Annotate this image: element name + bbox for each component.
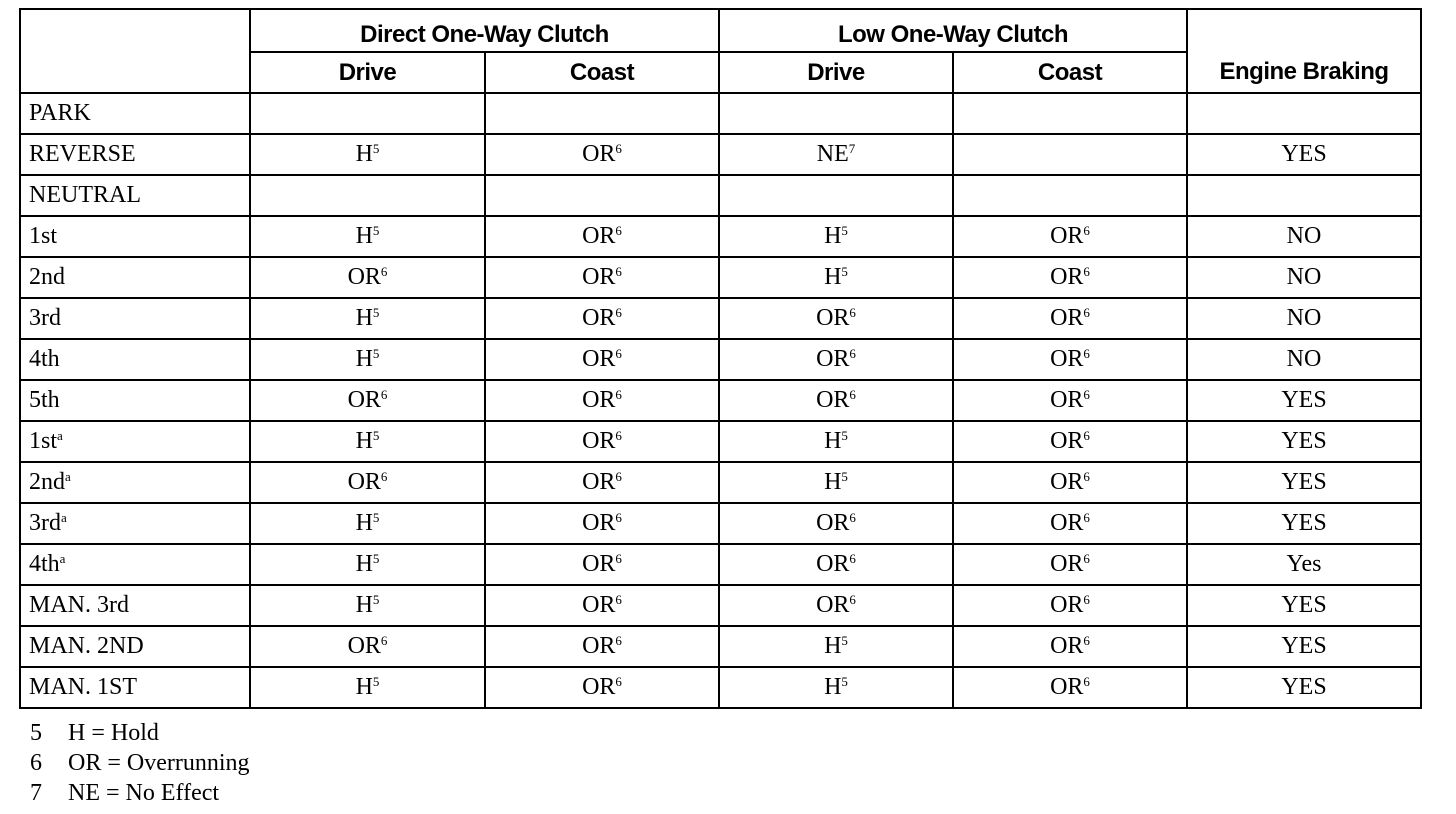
cell-footnote: 5 — [372, 305, 380, 320]
direct-coast-cell — [485, 339, 719, 380]
cell-footnote: 6 — [849, 387, 856, 402]
cell-footnote: 6 — [1083, 510, 1090, 525]
direct-coast-cell — [485, 93, 719, 134]
direct-coast-cell — [485, 544, 719, 585]
row-label-text: MAN. 2ND — [29, 633, 144, 659]
cell-footnote: 6 — [615, 633, 622, 648]
row-label — [20, 626, 250, 667]
legend-text: OR = Overrunning — [68, 750, 250, 776]
cell-value: OR — [582, 305, 616, 331]
direct-coast-cell — [485, 257, 719, 298]
cell-value: H — [355, 305, 373, 331]
direct-drive-cell — [250, 175, 485, 216]
engine-braking-cell: YES — [1187, 503, 1421, 544]
cell-footnote: 6 — [615, 264, 622, 279]
engine-braking-cell: YES — [1187, 626, 1421, 667]
low-drive-cell — [719, 175, 953, 216]
table-row — [20, 93, 1421, 134]
direct-drive-cell — [250, 667, 485, 708]
cell-value: OR — [1050, 346, 1084, 372]
engine-braking-header: Engine Braking — [1187, 9, 1421, 93]
cell-value: OR — [1050, 305, 1084, 331]
cell-value: OR — [582, 551, 616, 577]
low-drive-cell — [719, 626, 953, 667]
engine-braking-cell — [1187, 175, 1421, 216]
cell-footnote: 6 — [615, 551, 622, 566]
cell-footnote: 6 — [615, 223, 622, 238]
cell-value: OR — [347, 387, 381, 413]
direct-drive-cell — [250, 503, 485, 544]
cell-footnote: 6 — [1083, 264, 1090, 279]
row-label — [20, 339, 250, 380]
cell-footnote: 6 — [615, 469, 622, 484]
low-drive-cell — [719, 93, 953, 134]
low-drive-header: Drive — [719, 52, 953, 93]
cell-footnote: 6 — [1083, 674, 1090, 689]
cell-footnote: 6 — [615, 305, 622, 320]
cell-footnote: 7 — [848, 141, 856, 156]
low-coast-cell — [953, 544, 1187, 585]
low-drive-cell — [719, 667, 953, 708]
cell-footnote: 6 — [1083, 428, 1090, 443]
direct-coast-cell — [485, 175, 719, 216]
cell-value: H — [355, 428, 373, 454]
direct-coast-cell — [485, 585, 719, 626]
direct-drive-cell — [250, 421, 485, 462]
low-drive-cell — [719, 216, 953, 257]
low-coast-cell — [953, 298, 1187, 339]
legend-item — [30, 748, 250, 778]
cell-value: OR — [582, 428, 616, 454]
cell-footnote: 5 — [841, 469, 848, 484]
row-label-text: NEUTRAL — [29, 182, 141, 208]
cell-value: OR — [1050, 387, 1084, 413]
table-row — [20, 257, 1421, 298]
cell-footnote: 6 — [1083, 223, 1090, 238]
row-label — [20, 421, 250, 462]
cell-value: OR — [582, 510, 616, 536]
cell-footnote: 6 — [1083, 469, 1090, 484]
direct-drive-cell — [250, 93, 485, 134]
cell-value: OR — [347, 633, 381, 659]
legend-item — [30, 718, 250, 748]
cell-value: OR — [582, 141, 616, 167]
low-drive-cell — [719, 298, 953, 339]
row-label-text: 3rd — [29, 510, 61, 536]
row-label — [20, 667, 250, 708]
cell-footnote: 5 — [372, 428, 380, 443]
engine-braking-cell — [1187, 93, 1421, 134]
cell-footnote: 5 — [372, 346, 380, 361]
cell-value: OR — [816, 592, 850, 618]
cell-footnote: 6 — [1083, 387, 1090, 402]
row-label — [20, 585, 250, 626]
low-coast-cell — [953, 462, 1187, 503]
legend-number: 6 — [30, 750, 42, 776]
table-row — [20, 626, 1421, 667]
engine-braking-cell: YES — [1187, 667, 1421, 708]
cell-footnote: 6 — [1083, 551, 1090, 566]
cell-footnote: 6 — [849, 551, 856, 566]
direct-coast-cell — [485, 134, 719, 175]
low-drive-cell — [719, 134, 953, 175]
row-label-text: 2nd — [29, 264, 65, 290]
direct-coast-cell — [485, 667, 719, 708]
cell-footnote: 5 — [841, 633, 848, 648]
engine-braking-cell: NO — [1187, 298, 1421, 339]
cell-footnote: 5 — [841, 223, 848, 238]
direct-coast-cell — [485, 462, 719, 503]
cell-value: OR — [1050, 264, 1084, 290]
cell-value: OR — [347, 264, 381, 290]
engine-braking-cell: NO — [1187, 339, 1421, 380]
legend-text: NE = No Effect — [68, 780, 220, 806]
cell-value: H — [355, 346, 373, 372]
row-label — [20, 175, 250, 216]
cell-value: H — [824, 264, 842, 290]
table-row — [20, 175, 1421, 216]
cell-value: NE — [816, 141, 849, 167]
low-coast-cell — [953, 134, 1187, 175]
row-label-text: MAN. 3rd — [29, 592, 129, 618]
cell-footnote: 6 — [849, 592, 856, 607]
cell-value: OR — [582, 346, 616, 372]
direct-drive-cell — [250, 134, 485, 175]
row-label-text: 4th — [29, 551, 60, 577]
cell-value: OR — [582, 592, 616, 618]
engine-braking-cell: Yes — [1187, 544, 1421, 585]
cell-value: H — [355, 510, 373, 536]
engine-braking-cell: NO — [1187, 257, 1421, 298]
low-coast-cell — [953, 626, 1187, 667]
cell-footnote: 6 — [849, 305, 856, 320]
cell-value: OR — [1050, 551, 1084, 577]
low-coast-cell — [953, 175, 1187, 216]
direct-coast-cell — [485, 503, 719, 544]
cell-footnote: 6 — [380, 264, 388, 279]
row-label — [20, 462, 250, 503]
cell-value: H — [824, 223, 842, 249]
legend-text: H = Hold — [68, 720, 159, 746]
row-label-footnote: a — [61, 510, 67, 525]
direct-drive-cell — [250, 380, 485, 421]
table-row — [20, 339, 1421, 380]
low-clutch-header: Low One-Way Clutch — [719, 9, 1187, 52]
legend — [30, 718, 250, 808]
row-label-text: PARK — [29, 100, 91, 126]
row-label-text: 3rd — [29, 305, 61, 331]
cell-value: H — [824, 633, 842, 659]
direct-drive-cell — [250, 339, 485, 380]
row-label-footnote: a — [59, 551, 66, 566]
engine-braking-cell: YES — [1187, 134, 1421, 175]
cell-value: OR — [816, 387, 850, 413]
cell-footnote: 5 — [841, 674, 848, 689]
row-label-text: REVERSE — [29, 141, 136, 167]
cell-footnote: 6 — [615, 592, 622, 607]
cell-footnote: 6 — [615, 346, 622, 361]
low-coast-header: Coast — [953, 52, 1187, 93]
legend-number: 5 — [30, 720, 42, 746]
direct-drive-cell — [250, 216, 485, 257]
row-label — [20, 93, 250, 134]
cell-value: OR — [1050, 469, 1084, 495]
cell-footnote: 5 — [372, 141, 380, 156]
low-coast-cell — [953, 93, 1187, 134]
cell-value: H — [824, 674, 842, 700]
cell-value: OR — [582, 264, 616, 290]
clutch-table — [19, 8, 1422, 709]
cell-value: H — [355, 223, 373, 249]
direct-drive-cell — [250, 585, 485, 626]
cell-footnote: 5 — [372, 592, 380, 607]
direct-coast-header: Coast — [485, 52, 719, 93]
low-coast-cell — [953, 585, 1187, 626]
cell-value: OR — [347, 469, 381, 495]
cell-value: OR — [1050, 674, 1084, 700]
cell-value: OR — [816, 346, 850, 372]
low-coast-cell — [953, 380, 1187, 421]
row-label — [20, 216, 250, 257]
table-row — [20, 585, 1421, 626]
direct-drive-cell — [250, 298, 485, 339]
low-coast-cell — [953, 667, 1187, 708]
low-drive-cell — [719, 503, 953, 544]
cell-footnote: 5 — [372, 551, 380, 566]
direct-coast-cell — [485, 421, 719, 462]
row-label — [20, 380, 250, 421]
cell-footnote: 6 — [380, 469, 388, 484]
cell-value: H — [355, 674, 373, 700]
table-row — [20, 462, 1421, 503]
low-coast-cell — [953, 421, 1187, 462]
cell-value: OR — [1050, 223, 1084, 249]
legend-item — [30, 778, 250, 808]
cell-footnote: 6 — [615, 428, 622, 443]
table-row — [20, 380, 1421, 421]
legend-number: 7 — [30, 780, 42, 806]
row-label-footnote: a — [57, 428, 63, 443]
low-drive-cell — [719, 462, 953, 503]
cell-value: OR — [582, 633, 616, 659]
cell-value: OR — [816, 305, 850, 331]
direct-drive-header: Drive — [250, 52, 485, 93]
cell-footnote: 5 — [841, 428, 848, 443]
table-row — [20, 421, 1421, 462]
cell-footnote: 5 — [841, 264, 848, 279]
cell-value: H — [824, 469, 842, 495]
cell-value: OR — [582, 469, 616, 495]
cell-footnote: 6 — [380, 387, 388, 402]
direct-clutch-header: Direct One-Way Clutch — [250, 9, 719, 52]
engine-braking-cell: YES — [1187, 462, 1421, 503]
table-row — [20, 134, 1421, 175]
direct-coast-cell — [485, 380, 719, 421]
row-label-text: 1st — [29, 223, 58, 249]
row-label-text: 2nd — [29, 469, 65, 495]
row-label-text: 1st — [29, 428, 58, 454]
low-drive-cell — [719, 339, 953, 380]
table-row — [20, 216, 1421, 257]
cell-value: OR — [1050, 633, 1084, 659]
cell-footnote: 6 — [615, 510, 622, 525]
cell-value: OR — [1050, 510, 1084, 536]
direct-drive-cell — [250, 257, 485, 298]
table-row — [20, 298, 1421, 339]
engine-braking-cell: NO — [1187, 216, 1421, 257]
cell-value: OR — [1050, 428, 1084, 454]
cell-value: OR — [816, 510, 850, 536]
cell-footnote: 5 — [372, 223, 380, 238]
row-label-text: 4th — [29, 346, 60, 372]
row-label-footnote: a — [65, 469, 71, 484]
table-row — [20, 503, 1421, 544]
cell-value: OR — [816, 551, 850, 577]
direct-drive-cell — [250, 626, 485, 667]
cell-footnote: 6 — [615, 674, 622, 689]
cell-footnote: 6 — [1083, 305, 1090, 320]
cell-footnote: 6 — [849, 510, 856, 525]
direct-coast-cell — [485, 216, 719, 257]
row-label-text: 5th — [29, 387, 60, 413]
cell-value: H — [355, 551, 373, 577]
cell-value: OR — [582, 223, 616, 249]
cell-footnote: 6 — [615, 141, 622, 156]
cell-value: OR — [582, 387, 616, 413]
cell-value: H — [355, 141, 373, 167]
corner-cell — [20, 9, 250, 93]
direct-coast-cell — [485, 298, 719, 339]
cell-footnote: 6 — [849, 346, 856, 361]
cell-footnote: 6 — [1083, 633, 1090, 648]
cell-value: H — [355, 592, 373, 618]
row-label — [20, 544, 250, 585]
engine-braking-cell: YES — [1187, 585, 1421, 626]
direct-drive-cell — [250, 462, 485, 503]
cell-footnote: 5 — [372, 510, 380, 525]
row-label — [20, 134, 250, 175]
cell-footnote: 5 — [372, 674, 380, 689]
cell-footnote: 6 — [1083, 592, 1090, 607]
direct-coast-cell — [485, 626, 719, 667]
engine-braking-cell: YES — [1187, 380, 1421, 421]
row-label-text: MAN. 1ST — [29, 674, 138, 700]
low-coast-cell — [953, 503, 1187, 544]
low-coast-cell — [953, 257, 1187, 298]
cell-value: OR — [1050, 592, 1084, 618]
row-label — [20, 298, 250, 339]
table-row — [20, 667, 1421, 708]
row-label — [20, 257, 250, 298]
cell-value: OR — [582, 674, 616, 700]
low-drive-cell — [719, 257, 953, 298]
low-drive-cell — [719, 421, 953, 462]
direct-drive-cell — [250, 544, 485, 585]
cell-value: H — [824, 428, 842, 454]
row-label — [20, 503, 250, 544]
table-row — [20, 544, 1421, 585]
engine-braking-cell: YES — [1187, 421, 1421, 462]
cell-footnote: 6 — [1083, 346, 1090, 361]
low-coast-cell — [953, 216, 1187, 257]
low-drive-cell — [719, 544, 953, 585]
low-coast-cell — [953, 339, 1187, 380]
cell-footnote: 6 — [615, 387, 622, 402]
low-drive-cell — [719, 585, 953, 626]
low-drive-cell — [719, 380, 953, 421]
cell-footnote: 6 — [380, 633, 388, 648]
